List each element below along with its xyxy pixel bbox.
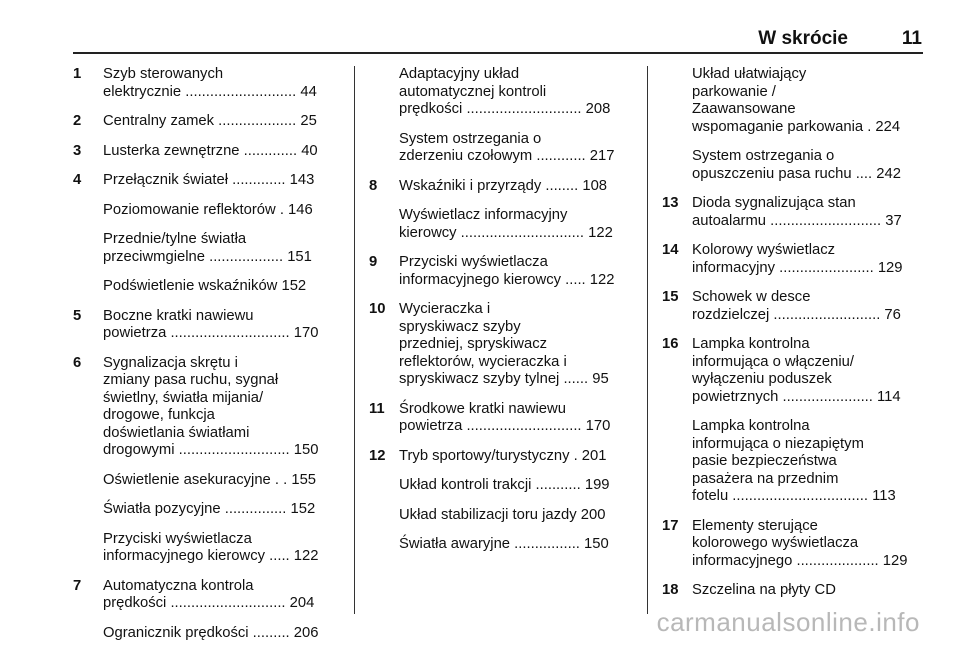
entry-line: Wskaźniki i przyrządy ........ 108 <box>399 177 608 194</box>
entry-number: 16 <box>662 336 679 352</box>
entry-line: Oświetlenie asekuracyjne . . 155 <box>103 471 317 488</box>
entry-line: fotelu ................................. 113 <box>692 488 896 504</box>
entry-line: informacyjnego kierowcy ..... 122 <box>399 271 615 288</box>
toc-entry <box>662 242 924 277</box>
entry-line: opuszczeniu pasa ruchu .... 242 <box>692 165 901 182</box>
entry-number: 17 <box>662 517 679 534</box>
entry-line: Poziomowanie reflektorów . 146 <box>103 201 313 218</box>
entry-line: Szyb sterowanych <box>103 66 224 82</box>
toc-entry <box>662 66 924 136</box>
entry-number: 11 <box>369 400 385 417</box>
watermark: carmanualsonline.info <box>656 607 920 637</box>
toc-entry <box>369 178 631 196</box>
toc-entry <box>369 301 631 389</box>
toc-entry <box>662 195 924 230</box>
entry-line: spryskiwacz szyby tylnej ...... 95 <box>399 371 609 387</box>
entry-line: przedniej, spryskiwacz <box>399 336 548 352</box>
entry-line: parkowanie / <box>692 83 776 100</box>
entry-line: informacyjnego kierowcy ..... 122 <box>103 548 319 564</box>
entry-line: Adaptacyjny układ <box>399 66 520 82</box>
entry-line: drogowe, funkcja <box>103 407 215 423</box>
entry-line: System ostrzegania o <box>399 130 542 147</box>
entry-line: Układ kontroli trakcji ........... 199 <box>399 477 610 493</box>
toc-column-1 <box>73 66 341 654</box>
entry-line: Lampka kontrolna <box>692 418 810 434</box>
column-divider <box>647 66 648 614</box>
entry-line: informująca o niezapiętym <box>692 435 864 452</box>
entry-line: System ostrzegania o <box>692 148 835 164</box>
toc-entry <box>73 625 341 643</box>
toc-entry <box>73 231 341 266</box>
toc-entry <box>369 254 631 289</box>
entry-number: 2 <box>73 113 82 129</box>
entry-line: spryskiwacz szyby <box>399 318 521 335</box>
entry-line: kolorowego wyświetlacza <box>692 535 859 551</box>
entry-line: Światła awaryjne ................ 150 <box>399 536 609 552</box>
toc-entry <box>73 172 341 190</box>
toc-entry <box>73 578 341 613</box>
entry-line: Przednie/tylne światła <box>103 231 247 247</box>
entry-line: Ogranicznik prędkości ......... 206 <box>103 624 319 641</box>
entry-line: powietrza ............................ 170 <box>399 418 611 434</box>
toc-entry <box>73 113 341 131</box>
entry-number: 3 <box>73 142 82 159</box>
entry-line: elektrycznie ........................... 44 <box>103 83 317 100</box>
toc-entry <box>662 518 924 571</box>
entry-line: Przełącznik świateł ............. 143 <box>103 172 315 188</box>
entry-line: Układ stabilizacji toru jazdy 200 <box>399 506 606 523</box>
entry-line: Tryb sportowy/turystyczny . 201 <box>399 447 607 464</box>
toc-entry <box>369 207 631 242</box>
entry-line: pasażera na przednim <box>692 470 839 487</box>
toc-entry <box>662 582 924 600</box>
entry-line: Automatyczna kontrola <box>103 577 254 594</box>
entry-line: Lusterka zewnętrzne ............. 40 <box>103 142 318 159</box>
entry-line: powietrza ............................. 170 <box>103 325 319 341</box>
entry-line: Wycieraczka i <box>399 301 491 317</box>
entry-number: 8 <box>369 177 378 194</box>
toc-entry <box>662 336 924 406</box>
entry-line: Układ ułatwiający <box>692 66 807 82</box>
entry-number: 14 <box>662 242 679 258</box>
toc-entry <box>73 472 341 490</box>
entry-number: 15 <box>662 289 679 305</box>
entry-line: Środkowe kratki nawiewu <box>399 400 566 417</box>
toc-entry <box>73 66 341 101</box>
header-rule <box>73 52 923 54</box>
entry-number: 4 <box>73 172 82 188</box>
entry-line: informacyjny ....................... 129 <box>692 259 903 276</box>
entry-line: Centralny zamek ................... 25 <box>103 113 317 129</box>
page-number: 11 <box>901 28 922 49</box>
entry-line: wspomaganie parkowania . 224 <box>692 118 901 135</box>
toc-entry <box>369 401 631 436</box>
entry-line: zderzeniu czołowym ............ 217 <box>399 148 615 164</box>
entry-line: wyłączeniu poduszek <box>692 371 832 387</box>
toc-entry <box>662 148 924 183</box>
toc-entry <box>73 355 341 460</box>
entry-line: kierowcy .............................. 122 <box>399 224 613 241</box>
toc-entry <box>369 66 631 119</box>
entry-number: 10 <box>369 301 386 317</box>
toc-column-2 <box>369 66 631 566</box>
toc-entry <box>369 448 631 466</box>
entry-number: 13 <box>662 195 679 211</box>
toc-entry <box>662 418 924 506</box>
entry-line: Zaawansowane <box>692 101 796 117</box>
entry-line: prędkości ............................ 208 <box>399 101 611 117</box>
entry-line: Szczelina na płyty CD <box>692 582 836 598</box>
toc-entry <box>73 278 341 296</box>
entry-line: Sygnalizacja skrętu i <box>103 354 238 371</box>
toc-entry <box>662 289 924 324</box>
toc-entry <box>73 531 341 566</box>
column-divider <box>354 66 355 614</box>
entry-number: 5 <box>73 307 82 324</box>
toc-entry <box>73 308 341 343</box>
entry-line: doświetlania światłami <box>103 424 250 441</box>
entry-line: świetlny, światła mijania/ <box>103 389 264 406</box>
toc-entry <box>73 143 341 161</box>
entry-line: Boczne kratki nawiewu <box>103 307 254 324</box>
entry-line: Przyciski wyświetlacza <box>399 254 548 270</box>
toc-column-3 <box>662 66 924 612</box>
entry-line: Dioda sygnalizująca stan <box>692 195 856 211</box>
toc-entry <box>73 202 341 220</box>
entry-number: 18 <box>662 582 679 598</box>
entry-line: Lampka kontrolna <box>692 336 810 352</box>
entry-line: Elementy sterujące <box>692 517 818 534</box>
entry-line: zmiany pasa ruchu, sygnał <box>103 372 279 388</box>
entry-line: automatycznej kontroli <box>399 83 547 100</box>
toc-entry <box>369 131 631 166</box>
entry-line: autoalarmu ........................... 37 <box>692 212 902 229</box>
entry-line: Przyciski wyświetlacza <box>103 530 252 547</box>
entry-line: Kolorowy wyświetlacz <box>692 242 836 258</box>
entry-line: powietrznych ...................... 114 <box>692 388 901 405</box>
entry-line: rozdzielczej .......................... 76 <box>692 306 901 323</box>
entry-number: 9 <box>369 254 378 270</box>
page-title: W skrócie <box>758 28 848 49</box>
entry-line: drogowymi ........................... 150 <box>103 442 319 458</box>
toc-entry <box>369 477 631 495</box>
entry-line: informująca o włączeniu/ <box>692 353 855 370</box>
toc-entry <box>369 536 631 554</box>
toc-entry <box>369 507 631 525</box>
entry-line: Światła pozycyjne ............... 152 <box>103 501 316 517</box>
entry-number: 1 <box>73 66 82 82</box>
entry-line: informacyjnego .................... 129 <box>692 552 908 569</box>
entry-number: 7 <box>73 577 82 594</box>
entry-line: przeciwmgielne .................. 151 <box>103 248 312 265</box>
entry-line: Podświetlenie wskaźników 152 <box>103 278 307 294</box>
toc-entry <box>73 501 341 519</box>
entry-line: Schowek w desce <box>692 289 811 305</box>
entry-number: 6 <box>73 354 82 371</box>
entry-line: pasie bezpieczeństwa <box>692 453 837 469</box>
entry-line: reflektorów, wycieraczka i <box>399 353 567 370</box>
entry-number: 12 <box>369 447 386 464</box>
entry-line: prędkości ............................ 204 <box>103 595 315 611</box>
entry-line: Wyświetlacz informacyjny <box>399 207 568 223</box>
